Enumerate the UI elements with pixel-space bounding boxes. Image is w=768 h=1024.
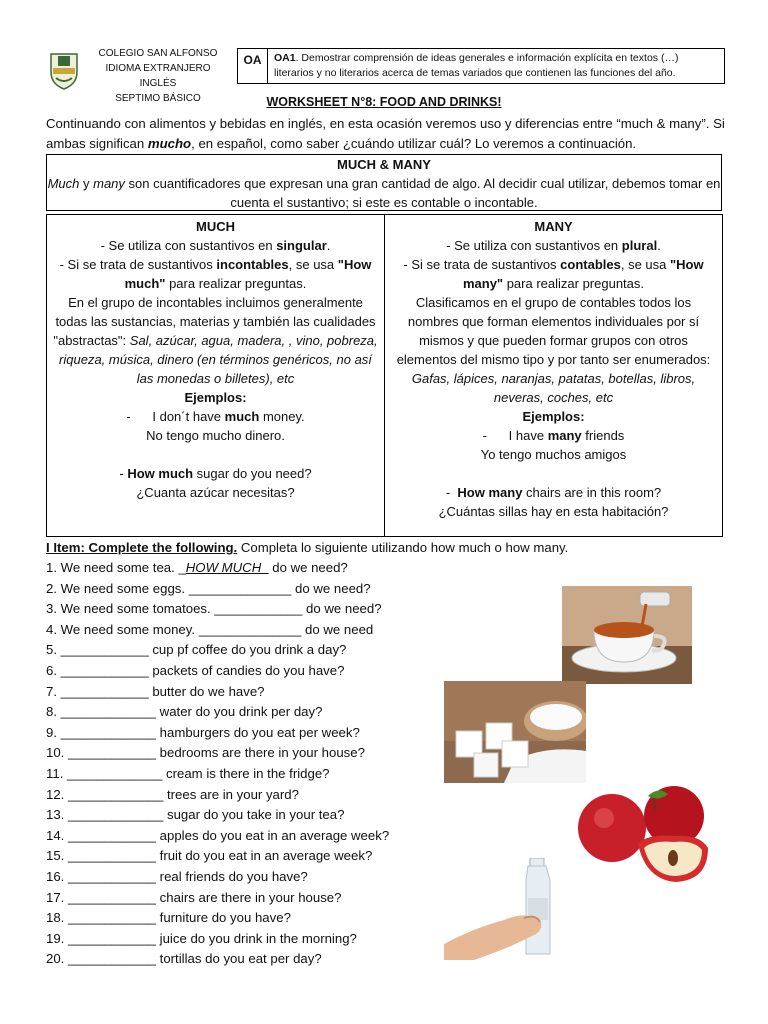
school-subject: IDIOMA EXTRANJERO INGLÉS (105, 63, 211, 89)
many-heading: MANY (534, 219, 573, 234)
sugar-cubes-photo (444, 681, 586, 783)
much-example-2-translation: ¿Cuanta azúcar necesitas? (136, 485, 295, 500)
much-example-1-translation: No tengo mucho dinero. (146, 428, 285, 443)
intro-paragraph (46, 114, 726, 154)
answer-blank[interactable]: HOW MUCH_ (185, 560, 269, 575)
and-word: y (79, 176, 94, 191)
question-item: 9. _____________ hamburgers do you eat per week? (46, 724, 360, 740)
question-item: 16. ____________ real friends do you have? (46, 868, 308, 884)
much-many-box (46, 154, 722, 211)
tea-cup-photo (562, 586, 692, 684)
question-item: 15. ____________ fruit do you eat in an average week? (46, 848, 373, 864)
question-item: 12. _____________ trees are in your yard? (46, 786, 299, 802)
exercise-heading (46, 540, 568, 555)
many-example-2-translation: ¿Cuántas sillas hay en esta habitación? (438, 504, 669, 519)
much-rule-1: - Se utiliza con sustantivos en singular. (100, 238, 331, 253)
many-rule-1: - Se utiliza con sustantivos en plural. (446, 238, 661, 253)
objective-box (237, 48, 725, 84)
many-rule-3: Clasificamos en el grupo de contables todos los nombres que forman elementos individuales por sí mismos y que pueden formar grupos con otros elementos del mismo tipo y por tanto ser enumerados: Gafas, lápices, naranjas, patatas, botellas, libros, neveras, coches, etc (396, 295, 711, 405)
much-word: Much (47, 176, 80, 191)
many-word: many (93, 176, 125, 191)
question-item: 18. ____________ furniture do you have? (46, 910, 291, 926)
question-item: 17. ____________ chairs are there in your house? (46, 889, 342, 905)
question-item: 19. ____________ juice do you drink in the morning? (46, 930, 357, 946)
question-item: 6. ____________ packets of candies do you have? (46, 662, 345, 678)
question-item: 3. We need some tomatoes. ____________ do we need? (46, 601, 382, 617)
school-grade: SEPTIMO BÁSICO (115, 93, 201, 104)
much-many-definition (47, 174, 721, 212)
many-examples-label: Ejemplos: (522, 409, 585, 424)
oa-description: . Demostrar comprensión de ideas generales e información explícita en textos (…) literarios y no literarios acerca de temas variados que contienen las funciones del año. (274, 52, 679, 79)
oa-code: OA1 (274, 52, 296, 64)
oa-text (268, 49, 724, 83)
many-example-1: - I have many friends (482, 428, 625, 443)
much-rule-3: En el grupo de incontables incluimos generalmente todas las sustancias, materias y también las cualidades "abstractas": Sal, azúcar, agua, madera, , vino, pobreza, riqueza, música, dinero (en términos genéricos, no así las monedas o billetes), etc (53, 295, 378, 386)
red-apples-photo (576, 784, 710, 886)
question-item: 5. ____________ cup pf coffee do you drink a day? (46, 642, 347, 658)
school-name: COLEGIO SAN ALFONSO (98, 48, 218, 59)
many-example-1-translation: Yo tengo muchos amigos (480, 447, 627, 462)
question-item: 1. We need some tea. _HOW MUCH_ do we need? (46, 560, 348, 575)
worksheet-title: WORKSHEET N°8: FOOD AND DRINKS! (266, 95, 502, 109)
comparison-table (46, 214, 723, 537)
much-many-heading: MUCH & MANY (337, 157, 431, 172)
intro-text-1: Continuando con alimentos y bebidas en inglés, en esta ocasión veremos uso y diferencias entre “much & many”. Si ambas significan (46, 116, 725, 151)
question-item: 4. We need some money. ______________ do we need (46, 621, 374, 637)
much-example-1: - I don´t have much money. (126, 409, 305, 424)
question-item: 7. ____________ butter do we have? (46, 683, 265, 699)
question-list (46, 558, 389, 970)
many-example-2: - How many chairs are in this room? (445, 485, 662, 500)
much-heading: MUCH (196, 219, 235, 234)
exercise-title: I Item: Complete the following. (46, 540, 238, 555)
question-item: 13. _____________ sugar do you take in your tea? (46, 807, 345, 823)
oa-label: OA (238, 49, 268, 83)
intro-text-2: , en español, como saber ¿cuándo utilizar cuál? Lo veremos a continuación. (191, 136, 637, 151)
question-item: 8. _____________ water do you drink per day? (46, 704, 323, 720)
question-item: 11. _____________ cream is there in the fridge? (46, 765, 330, 781)
question-item: 10. ____________ bedrooms are there in your house? (46, 745, 365, 761)
question-item: 14. ____________ apples do you eat in an average week? (46, 827, 390, 843)
exercise-instruction: Completa lo siguiente utilizando how much o how many. (237, 540, 569, 555)
intro-italic: mucho (147, 136, 192, 151)
much-column (47, 215, 385, 536)
question-item: 20. ____________ tortillas do you eat per day? (46, 951, 322, 967)
many-rule-2: - Si se trata de sustantivos contables, se usa "How many" para realizar preguntas. (403, 257, 704, 291)
question-item: 2. We need some eggs. ______________ do we need? (46, 580, 371, 596)
much-examples-label: Ejemplos: (184, 390, 247, 405)
many-column (385, 215, 722, 536)
definition-text: son cuantificadores que expresan una gran cantidad de algo. Al decidir cual utilizar, debemos tomar en cuenta el sustantivo; si este es contable o incontable. (124, 176, 721, 210)
much-rule-2: - Si se trata de sustantivos incontables, se usa "How much" para realizar preguntas. (59, 257, 372, 291)
school-logo (48, 50, 80, 90)
much-example-2: - How much sugar do you need? (119, 466, 312, 481)
water-bottle-photo (444, 858, 566, 960)
